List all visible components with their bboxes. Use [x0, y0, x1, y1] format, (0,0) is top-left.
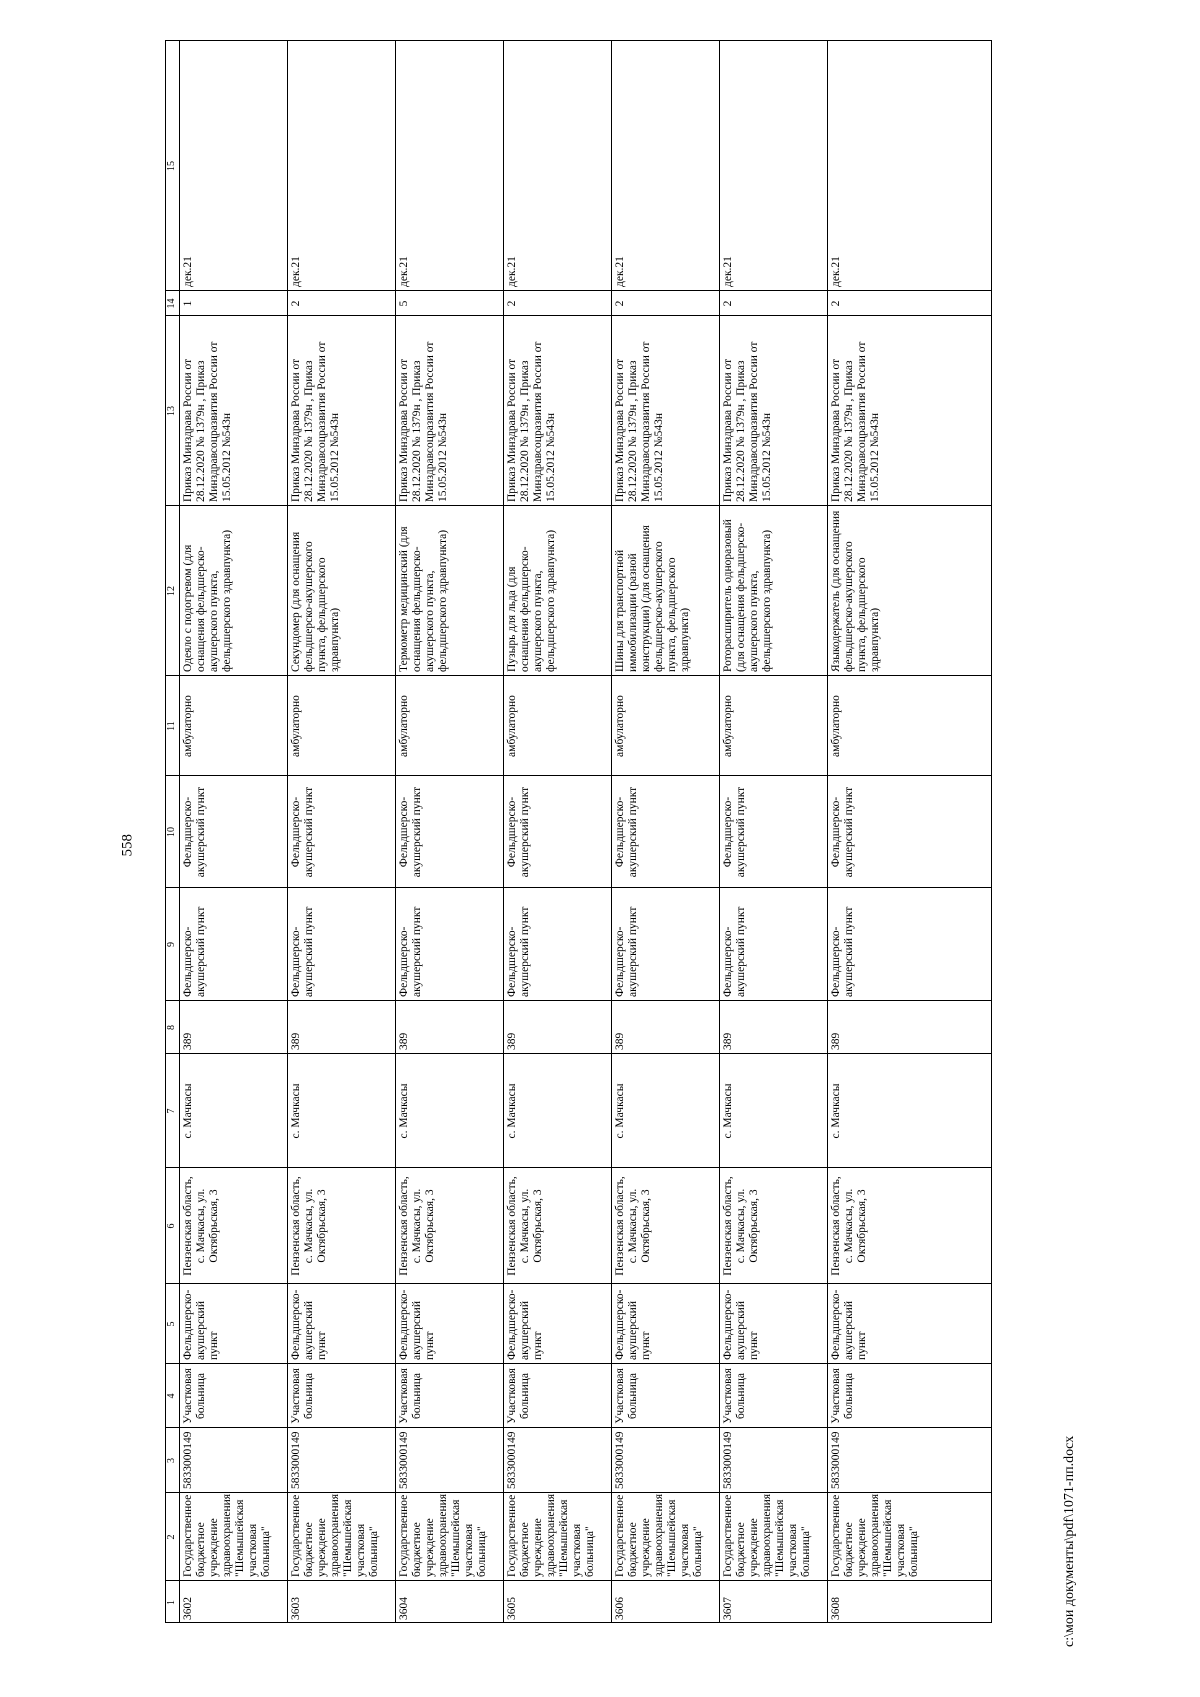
- table-cell: [396, 1580, 504, 1623]
- table-cell: [504, 505, 612, 675]
- cell-text: Участковая больница: [290, 1368, 315, 1424]
- cell-text: Пензенская область, с. Мачкасы, ул. Октябрьская, 3: [506, 1176, 544, 1276]
- table-cell: [180, 675, 288, 775]
- table-cell: [828, 40, 991, 290]
- table-row: [287, 40, 396, 1623]
- cell-text: 5833000149: [614, 1431, 626, 1489]
- table-cell: [180, 505, 288, 675]
- cell-text: дек.21: [398, 256, 410, 287]
- table-header-row: [165, 40, 180, 1623]
- table-row: [827, 40, 992, 1623]
- cell-text: Государственное бюджетное учреждение здравоохранения "Шемышейская участковая больница": [398, 1493, 488, 1577]
- cell-text: Приказ Минздрава России от 28.12.2020 № 1379н , Приказ Минздравсоцразвития России от 15.05.2012 №543н: [398, 341, 449, 502]
- cell-text: Участковая больница: [182, 1368, 207, 1424]
- table-row: [395, 40, 504, 1623]
- header-label: 6: [166, 1223, 177, 1229]
- cell-text: Одеяло с подогревом (для оснащения фельдшерско-акушерского пункта, фельдшерского здравпункта): [182, 529, 233, 672]
- header-cell: [166, 675, 180, 775]
- table-cell: [180, 887, 288, 1000]
- table-cell: [612, 1167, 720, 1283]
- header-label: 9: [166, 942, 177, 947]
- table-cell: [612, 775, 720, 887]
- cell-text: Фельдшерско-акушерский пункт: [830, 1289, 868, 1360]
- table-cell: [396, 1492, 504, 1580]
- header-label: 13: [166, 406, 177, 416]
- cell-text: амбулаторно: [722, 695, 734, 757]
- table-cell: [504, 775, 612, 887]
- table-cell: [504, 40, 612, 290]
- cell-text: 389: [830, 1032, 842, 1050]
- cell-text: Государственное бюджетное учреждение здравоохранения "Шемышейская участковая больница": [722, 1493, 812, 1577]
- cell-text: дек.21: [722, 256, 734, 287]
- table-cell: [720, 290, 828, 315]
- table-cell: [180, 1363, 288, 1427]
- cell-text: 389: [722, 1032, 734, 1050]
- cell-text: 5833000149: [506, 1431, 518, 1489]
- cell-text: Фельдшерско-акушерский пункт: [506, 1289, 544, 1360]
- cell-text: Приказ Минздрава России от 28.12.2020 № 1379н , Приказ Минздравсоцразвития России от 15.05.2012 №543н: [290, 341, 341, 502]
- cell-text: Участковая больница: [506, 1368, 531, 1424]
- table-cell: [396, 1283, 504, 1363]
- table-cell: [180, 1167, 288, 1283]
- cell-text: Приказ Минздрава России от 28.12.2020 № 1379н , Приказ Минздравсоцразвития России от 15.05.2012 №543н: [830, 341, 881, 502]
- cell-text: дек.21: [614, 256, 626, 287]
- cell-text: 3604: [398, 1597, 410, 1620]
- cell-text: Государственное бюджетное учреждение здравоохранения "Шемышейская участковая больница": [506, 1493, 596, 1577]
- cell-text: Участковая больница: [722, 1368, 747, 1424]
- header-cell: [166, 40, 180, 290]
- table-cell: [720, 315, 828, 505]
- cell-text: 2: [506, 300, 518, 307]
- cell-text: Государственное бюджетное учреждение здравоохранения "Шемышейская участковая больница": [290, 1493, 380, 1577]
- cell-text: Фельдшерско-акушерский пункт: [722, 906, 747, 997]
- header-cell: [166, 1167, 180, 1283]
- cell-text: 5: [398, 300, 410, 307]
- cell-text: 3605: [506, 1597, 518, 1620]
- table-cell: [288, 1492, 396, 1580]
- header-label: 3: [166, 1458, 177, 1463]
- table-cell: [828, 505, 991, 675]
- table-cell: [828, 675, 991, 775]
- cell-text: Фельдшерско-акушерский пункт: [398, 786, 423, 878]
- table-cell: [828, 1363, 991, 1427]
- table-cell: [180, 290, 288, 315]
- table-cell: [612, 315, 720, 505]
- table-cell: [288, 1167, 396, 1283]
- cell-text: дек.21: [182, 256, 194, 287]
- cell-text: 3602: [182, 1597, 194, 1620]
- table-cell: [828, 1283, 991, 1363]
- cell-text: Фельдшерско-акушерский пункт: [290, 786, 315, 878]
- table-cell: [720, 1000, 828, 1053]
- table-cell: [180, 1053, 288, 1167]
- table-cell: [504, 1000, 612, 1053]
- cell-text: Фельдшерско-акушерский пункт: [830, 906, 855, 997]
- cell-text: Фельдшерско-акушерский пункт: [722, 1289, 760, 1360]
- header-label: 5: [166, 1321, 177, 1327]
- cell-text: амбулаторно: [398, 695, 410, 757]
- cell-text: Фельдшерско-акушерский пункт: [290, 906, 315, 997]
- header-cell: [166, 315, 180, 505]
- cell-text: Государственное бюджетное учреждение здравоохранения "Шемышейская участковая больница": [830, 1493, 920, 1577]
- table-cell: [828, 290, 991, 315]
- table-cell: [288, 775, 396, 887]
- cell-text: дек.21: [830, 256, 842, 287]
- table-cell: [612, 40, 720, 290]
- table-cell: [720, 887, 828, 1000]
- cell-text: Пензенская область, с. Мачкасы, ул. Октябрьская, 3: [182, 1176, 220, 1276]
- table-cell: [612, 1000, 720, 1053]
- header-cell: [166, 1000, 180, 1053]
- table-cell: [720, 1283, 828, 1363]
- cell-text: 3607: [722, 1597, 734, 1620]
- table-cell: [288, 290, 396, 315]
- table-cell: [612, 1427, 720, 1492]
- cell-text: Фельдшерско-акушерский пункт: [398, 906, 423, 997]
- cell-text: Фельдшерско-акушерский пункт: [614, 1289, 652, 1360]
- cell-text: 5833000149: [398, 1431, 410, 1489]
- header-cell: [166, 775, 180, 887]
- table-cell: [612, 1053, 720, 1167]
- cell-text: Пензенская область, с. Мачкасы, ул. Октябрьская, 3: [614, 1176, 652, 1276]
- cell-text: Фельдшерско-акушерский пункт: [506, 906, 531, 997]
- table-cell: [828, 775, 991, 887]
- cell-text: Пузырь для льда (для оснащения фельдшерско-акушерского пункта, фельдшерского здравпункта): [506, 529, 557, 672]
- table-cell: [396, 290, 504, 315]
- table-cell: [504, 1427, 612, 1492]
- cell-text: Шины для транспортной иммобилизации (разной конструкции) (для оснащения фельдшерско-акушерского пункта, фельдшерского здравпункта): [614, 525, 691, 672]
- table-cell: [504, 1053, 612, 1167]
- table-cell: [288, 887, 396, 1000]
- cell-text: 3606: [614, 1597, 626, 1620]
- cell-text: Приказ Минздрава России от 28.12.2020 № 1379н , Приказ Минздравсоцразвития России от 15.05.2012 №543н: [614, 341, 665, 502]
- table-cell: [396, 1053, 504, 1167]
- cell-text: 2: [614, 300, 626, 307]
- cell-text: 5833000149: [290, 1431, 302, 1489]
- cell-text: 5833000149: [830, 1431, 842, 1489]
- cell-text: 389: [506, 1032, 518, 1050]
- cell-text: 2: [290, 300, 302, 307]
- table-cell: [180, 1492, 288, 1580]
- cell-text: Фельдшерско-акушерский пункт: [182, 786, 207, 878]
- cell-text: Фельдшерско-акушерский пункт: [830, 786, 855, 878]
- table-cell: [396, 1000, 504, 1053]
- header-label: 10: [166, 827, 177, 837]
- header-cell: [166, 1053, 180, 1167]
- cell-text: 389: [290, 1032, 302, 1050]
- header-cell: [166, 1283, 180, 1363]
- page-number: 558: [119, 834, 136, 857]
- table-row: [719, 40, 828, 1623]
- cell-text: Пензенская область, с. Мачкасы, ул. Октябрьская, 3: [398, 1176, 436, 1276]
- header-cell: [166, 1492, 180, 1580]
- table-cell: [720, 1167, 828, 1283]
- table-cell: [828, 1167, 991, 1283]
- cell-text: с. Мачкасы: [614, 1083, 626, 1139]
- cell-text: 5833000149: [722, 1431, 734, 1489]
- table-cell: [828, 1000, 991, 1053]
- header-label: 4: [166, 1393, 177, 1399]
- table-cell: [288, 1363, 396, 1427]
- cell-text: 389: [614, 1032, 626, 1050]
- table-cell: [612, 1580, 720, 1623]
- cell-text: Фельдшерско-акушерский пункт: [506, 786, 531, 878]
- cell-text: 389: [398, 1032, 410, 1050]
- cell-text: Языкодержатель (для оснащения фельдшерско-акушерского пункта, фельдшерского здравпункта): [830, 510, 881, 672]
- table-cell: [504, 315, 612, 505]
- cell-text: Термометр медицинский (для оснащения фельдшерско-акушерского пункта, фельдшерского здравпункта): [398, 526, 449, 672]
- table-cell: [396, 1427, 504, 1492]
- table-cell: [180, 775, 288, 887]
- table-cell: [612, 1492, 720, 1580]
- footer-text: c:\мои документы\pdf\1071-пп.docx: [1062, 1435, 1077, 1647]
- table-cell: [288, 505, 396, 675]
- cell-text: Участковая больница: [614, 1368, 639, 1424]
- header-cell: [166, 1363, 180, 1427]
- table-cell: [720, 1427, 828, 1492]
- table-cell: [504, 1580, 612, 1623]
- cell-text: дек.21: [506, 256, 518, 287]
- table-cell: [828, 1580, 991, 1623]
- cell-text: Государственное бюджетное учреждение здравоохранения "Шемышейская участковая больница": [182, 1493, 272, 1577]
- table-cell: [612, 675, 720, 775]
- cell-text: Фельдшерско-акушерский пункт: [182, 906, 207, 997]
- table-cell: [396, 315, 504, 505]
- table-cell: [720, 1492, 828, 1580]
- table-cell: [180, 40, 288, 290]
- cell-text: с. Мачкасы: [398, 1083, 410, 1139]
- header-label: 12: [166, 586, 177, 596]
- cell-text: амбулаторно: [614, 695, 626, 757]
- table-cell: [504, 887, 612, 1000]
- cell-text: Приказ Минздрава России от 28.12.2020 № 1379н , Приказ Минздравсоцразвития России от 15.05.2012 №543н: [182, 341, 233, 502]
- header-label: 8: [166, 1025, 177, 1030]
- table-cell: [612, 290, 720, 315]
- table-cell: [396, 1363, 504, 1427]
- table-cell: [828, 1053, 991, 1167]
- table-cell: [504, 1283, 612, 1363]
- table-cell: [396, 675, 504, 775]
- header-cell: [166, 505, 180, 675]
- cell-text: с. Мачкасы: [182, 1083, 194, 1139]
- table-cell: [396, 887, 504, 1000]
- cell-text: Фельдшерско-акушерский пункт: [614, 786, 639, 878]
- header-label: 2: [166, 1534, 177, 1540]
- cell-text: 3603: [290, 1597, 302, 1620]
- table-cell: [504, 290, 612, 315]
- table-cell: [504, 675, 612, 775]
- table-cell: [396, 775, 504, 887]
- cell-text: Пензенская область, с. Мачкасы, ул. Октябрьская, 3: [830, 1176, 868, 1276]
- table-cell: [720, 675, 828, 775]
- table-cell: [504, 1492, 612, 1580]
- header-label: 14: [166, 298, 177, 309]
- table-cell: [288, 675, 396, 775]
- cell-text: с. Мачкасы: [722, 1083, 734, 1139]
- table-cell: [288, 1283, 396, 1363]
- cell-text: амбулаторно: [182, 695, 194, 757]
- table-cell: [720, 1053, 828, 1167]
- header-label: 1: [166, 1600, 177, 1605]
- cell-text: с. Мачкасы: [830, 1083, 842, 1139]
- cell-text: Приказ Минздрава России от 28.12.2020 № 1379н , Приказ Минздравсоцразвития России от 15.05.2012 №543н: [722, 341, 773, 502]
- cell-text: амбулаторно: [290, 695, 302, 757]
- cell-text: амбулаторно: [506, 695, 518, 757]
- header-cell: [166, 1427, 180, 1492]
- cell-text: Секундомер (для оснащения фельдшерско-акушерского пункта, фельдшерского здравпункта): [290, 531, 341, 672]
- cell-text: Участковая больница: [830, 1368, 855, 1424]
- data-table: [165, 40, 1010, 1623]
- cell-text: Фельдшерско-акушерский пункт: [722, 786, 747, 878]
- header-cell: [166, 1580, 180, 1623]
- table-row: [503, 40, 612, 1623]
- table-cell: [180, 1580, 288, 1623]
- table-cell: [180, 1427, 288, 1492]
- table-row: [179, 40, 288, 1623]
- table-cell: [612, 1283, 720, 1363]
- cell-text: дек.21: [290, 256, 302, 287]
- table-cell: [288, 1580, 396, 1623]
- cell-text: 2: [722, 300, 734, 307]
- cell-text: с. Мачкасы: [506, 1083, 518, 1139]
- table-cell: [828, 1427, 991, 1492]
- cell-text: 2: [830, 300, 842, 307]
- header-label: 7: [166, 1108, 177, 1114]
- cell-text: 5833000149: [182, 1431, 194, 1489]
- table-cell: [180, 1283, 288, 1363]
- cell-text: Приказ Минздрава России от 28.12.2020 № 1379н , Приказ Минздравсоцразвития России от 15.05.2012 №543н: [506, 341, 557, 502]
- cell-text: Государственное бюджетное учреждение здравоохранения "Шемышейская участковая больница": [614, 1493, 704, 1577]
- table-cell: [288, 315, 396, 505]
- table-cell: [828, 887, 991, 1000]
- table-cell: [612, 505, 720, 675]
- table-cell: [396, 1167, 504, 1283]
- table-cell: [720, 505, 828, 675]
- cell-text: Пензенская область, с. Мачкасы, ул. Октябрьская, 3: [290, 1176, 328, 1276]
- cell-text: 389: [182, 1032, 194, 1050]
- table-cell: [288, 1053, 396, 1167]
- cell-text: Фельдшерско-акушерский пункт: [614, 906, 639, 997]
- table-cell: [180, 315, 288, 505]
- cell-text: амбулаторно: [830, 695, 842, 757]
- header-label: 15: [166, 161, 177, 171]
- cell-text: 1: [182, 300, 194, 307]
- table-cell: [288, 40, 396, 290]
- table-cell: [288, 1000, 396, 1053]
- table-cell: [828, 1492, 991, 1580]
- table-cell: [720, 40, 828, 290]
- table-cell: [720, 1580, 828, 1623]
- header-cell: [166, 887, 180, 1000]
- table-cell: [504, 1167, 612, 1283]
- cell-text: с. Мачкасы: [290, 1083, 302, 1139]
- table-cell: [180, 1000, 288, 1053]
- table-cell: [396, 40, 504, 290]
- table-cell: [612, 887, 720, 1000]
- table-cell: [504, 1363, 612, 1427]
- table-cell: [828, 315, 991, 505]
- cell-text: 3608: [830, 1597, 842, 1620]
- cell-text: Фельдшерско-акушерский пункт: [290, 1289, 328, 1360]
- cell-text: Фельдшерско-акушерский пункт: [398, 1289, 436, 1360]
- table-cell: [288, 1427, 396, 1492]
- table-cell: [720, 1363, 828, 1427]
- table-cell: [720, 775, 828, 887]
- header-cell: [166, 290, 180, 315]
- table-cell: [396, 505, 504, 675]
- cell-text: Роторасширитель одноразовый (для оснащения фельдшерско-акушерского пункта, фельдшерского здравпункта): [722, 519, 773, 672]
- cell-text: Участковая больница: [398, 1368, 423, 1424]
- header-label: 11: [166, 721, 177, 731]
- table-row: [611, 40, 720, 1623]
- table-cell: [612, 1363, 720, 1427]
- cell-text: Пензенская область, с. Мачкасы, ул. Октябрьская, 3: [722, 1176, 760, 1276]
- cell-text: Фельдшерско-акушерский пункт: [182, 1289, 220, 1360]
